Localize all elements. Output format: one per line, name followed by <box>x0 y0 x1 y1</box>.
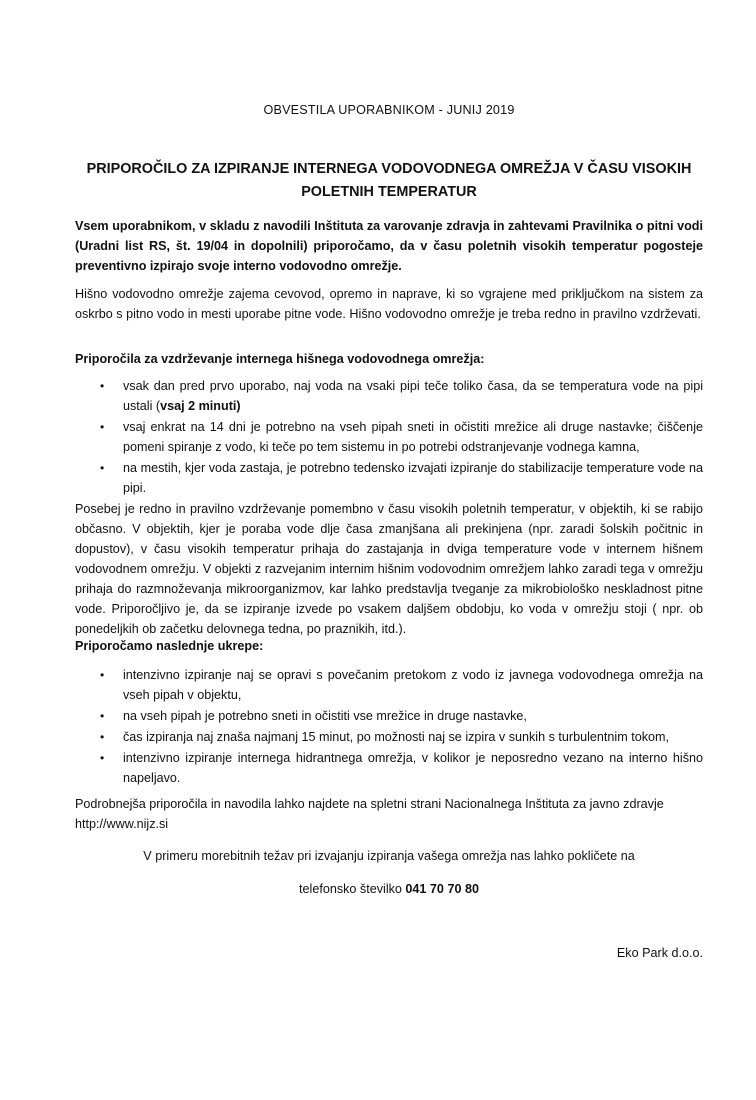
document-title <box>75 158 703 204</box>
list-item: • čas izpiranja naj znaša najmanj 15 minut, po možnosti naj se izpira v sunkih s turbulentnim tokom, <box>75 727 703 747</box>
phone-label: telefonsko številko <box>299 882 402 896</box>
bullet-icon: • <box>100 668 105 682</box>
list-item: • intenzivno izpiranje internega hidrantnega omrežja, v kolikor je neposredno vezano na interno hišno napeljavo. <box>75 748 703 788</box>
list-item: • intenzivno izpiranje naj se opravi s povečanim pretokom z vodo iz javnega vodovodnega omrežja na vseh pipah v objektu, <box>75 665 703 705</box>
document-header: OBVESTILA UPORABNIKOM - JUNIJ 2019 <box>263 103 515 117</box>
section1-heading: Priporočila za vzdrževanje internega hišnega vodovodnega omrežja: <box>75 352 485 366</box>
more-info-paragraph: Podrobnejša priporočila in navodila lahko najdete na spletni strani Nacionalnega Inštituta za javno zdravje http://www.nijz.si <box>75 794 703 834</box>
phone-line <box>75 879 703 899</box>
bullet-icon: • <box>100 709 105 723</box>
network-paragraph: Hišno vodovodno omrežje zajema cevovod, opremo in naprave, ki so vgrajene med priključkom na sistem za oskrbo s pitno vodo in mesti uporabe pitne vode. Hišno vodovodno omrežje je treba redno in pravilno vzdrževati. <box>75 287 703 321</box>
section1-list <box>75 376 703 499</box>
company-signoff: Eko Park d.o.o. <box>616 946 703 960</box>
title-line-2: POLETNIH TEMPERATUR <box>301 184 477 200</box>
website-link[interactable]: http://www.nijz.si <box>75 817 169 831</box>
bullet-icon: • <box>100 751 105 765</box>
section2-list <box>75 665 703 789</box>
title-line-1: PRIPOROČILO ZA IZPIRANJE INTERNEGA VODOVODNEGA OMREŽJA V ČASU VISOKIH <box>86 161 692 177</box>
list-item: • vsaj enkrat na 14 dni je potrebno na vseh pipah sneti in očistiti mrežice ali druge nastavke; čiščenje pomeni spiranje z vodo, ki teče po tem sistemu in po potrebi odstranjevanje vodnega kamna, <box>75 417 703 457</box>
contact-line: V primeru morebitnih težav pri izvajanju izpiranja vašega omrežja nas lahko pokličete na <box>143 849 635 863</box>
bullet-icon: • <box>100 461 105 475</box>
list-item: • vsak dan pred prvo uporabo, naj voda na vsaki pipi teče toliko časa, da se temperatura vode na pipi ustali (vsaj 2 minuti) <box>75 376 703 416</box>
bullet-icon: • <box>100 730 105 744</box>
list-item: • na vseh pipah je potrebno sneti in očistiti vse mrežice in druge nastavke, <box>75 706 703 726</box>
phone-number: 041 70 70 80 <box>405 882 479 896</box>
intro-paragraph: Vsem uporabnikom, v skladu z navodili Inštituta za varovanje zdravja in zahtevami Pravilnika o pitni vodi (Uradni list RS, št. 19/04 in dopolnili) priporočamo, da v času poletnih visokih temperatur pogosteje preventivno izpirajo svoje interno vodovodno omrežje. <box>75 219 703 273</box>
list-item: • na mestih, kjer voda zastaja, je potrebno tedensko izvajati izpiranje do stabilizacije temperature vode na pipi. <box>75 458 703 498</box>
bullet-icon: • <box>100 379 105 393</box>
bullet-icon: • <box>100 420 105 434</box>
section2-heading: Priporočamo naslednje ukrepe: <box>75 639 264 653</box>
summer-paragraph: Posebej je redno in pravilno vzdrževanje pomembno v času visokih poletnih temperatur, v objektih, ki se rabijo občasno. V objektih, kjer je poraba vode dlje časa zmanjšana ali prekinjena (npr. zaradi šolskih počitnic in dopustov), v času visokih temperatur prihaja do zastajanja in dviga temperature vode v internem hišnem vodovodnem omrežju. V objekti z razvejanim internim hišnim vodovodnim omrežjem lahko zaradi tega v omrežju prihaja do razmnoževanja mikroorganizmov, kar lahko predstavlja tveganje za mikrobiološko neskladnost pitne vode. Priporočljivo je, da se izpiranje izvede po vsakem daljšem obdobju, ko voda v omrežju stoji ( npr. ob ponedeljkih ob začetku delovnega tedna, po praznikih, itd.). <box>75 502 703 636</box>
